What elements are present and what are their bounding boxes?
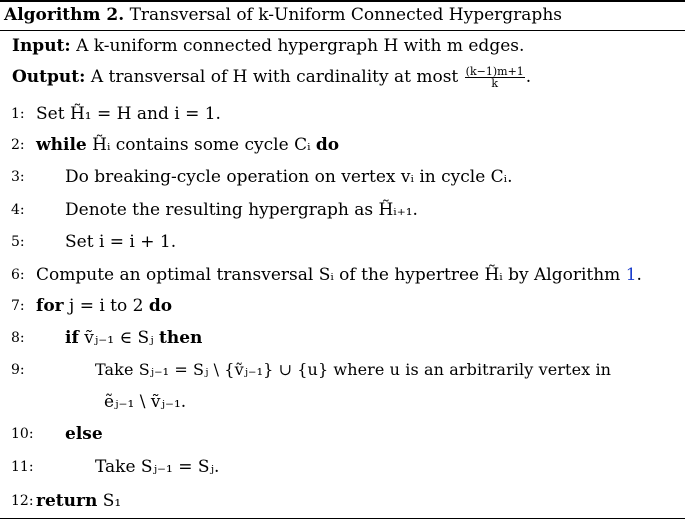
line-text: ṽⱼ₋₁ ∈ Sⱼ — [84, 328, 154, 348]
keyword-while: while — [36, 135, 87, 155]
line-text: Take Sⱼ₋₁ = Sⱼ. — [95, 457, 220, 477]
line-text: S₁ — [102, 491, 122, 511]
output-fraction — [465, 66, 525, 89]
line-text: Set i = i + 1. — [65, 232, 177, 252]
line-number: 5: — [11, 234, 25, 250]
algorithm-caption — [4, 4, 562, 26]
line-number: 6: — [11, 267, 25, 283]
line-number: 1: — [11, 106, 25, 122]
line-number: 10: — [11, 426, 34, 442]
line-text: Take Sⱼ₋₁ = Sⱼ \ {ṽⱼ₋₁} ∪ {u} where u is an arbitrarily vertex in — [95, 360, 612, 379]
fraction-denominator: k — [491, 77, 499, 90]
top-rule — [0, 0, 685, 2]
keyword-for: for — [36, 296, 64, 316]
line-number: 7: — [11, 298, 25, 314]
output-label: Output: — [12, 67, 86, 87]
output-text: A transversal of H with cardinality at most — [90, 67, 459, 87]
line-number: 9: — [11, 362, 25, 378]
keyword-do: do — [148, 296, 173, 316]
caption-rule — [0, 30, 685, 31]
line-text: H̃ᵢ contains some cycle Cᵢ — [92, 135, 311, 155]
line-number: 12: — [11, 493, 34, 509]
line-text: Set H̃₁ = H and i = 1. — [36, 104, 221, 124]
input-text: A k-uniform connected hypergraph H with m edges. — [76, 36, 525, 56]
caption-label: Algorithm 2. — [4, 5, 125, 25]
line-number: 3: — [11, 169, 25, 185]
keyword-else: else — [65, 424, 103, 444]
caption-title: Transversal of k-Uniform Connected Hypergraphs — [129, 5, 562, 25]
line-number: 4: — [11, 202, 25, 218]
bottom-rule — [0, 518, 685, 519]
fraction-numerator: (k−1)m+1 — [465, 65, 524, 78]
line-text: ẽⱼ₋₁ \ ṽⱼ₋₁. — [104, 392, 187, 412]
line-number: 8: — [11, 330, 25, 346]
input-label: Input: — [12, 36, 71, 56]
line-text: Do breaking-cycle operation on vertex vᵢ in cycle Cᵢ. — [65, 167, 513, 187]
algorithm-block: Algorithm 2. Transversal of k-Uniform Connected Hypergraphs Input: A k-uniform connected hypergraph H with m edges. Output: A transversal of H with cardinality at most $\frac{(k-1)m+1}{k}$ . 1: Set H̃₁ = H and i = 1. 2: while H̃ᵢ contains some cycle Cᵢ do 3: Do breaking-cycle operation on vertex vᵢ in cycle Cᵢ. 4: Denote the resulting hypergraph as H̃ᵢ₊₁. 5: Set i = i + 1. 6: Compute an optimal transversal Sᵢ of the hypertree H̃ᵢ by Algorithm 1. 7: for j = i to 2 do 8: if ṽⱼ₋₁ ∈ Sⱼ then 9: Take Sⱼ₋₁ = Sⱼ \ {ṽⱼ₋₁} ∪ {u} where u is an arbitrarily vertex in ẽⱼ₋₁ \ ṽⱼ₋₁. 10: else 11: Take Sⱼ₋₁ = Sⱼ. 12: return S₁ — [0, 0, 685, 522]
line-number: 2: — [11, 137, 25, 153]
algorithm-ref-link[interactable]: 1 — [625, 265, 637, 285]
keyword-if: if — [65, 328, 79, 348]
line-text: Compute an optimal transversal Sᵢ of the hypertree H̃ᵢ by Algorithm — [36, 265, 621, 285]
keyword-then: then — [159, 328, 203, 348]
keyword-return: return — [36, 491, 98, 511]
line-text: Denote the resulting hypergraph as H̃ᵢ₊₁. — [65, 200, 418, 220]
keyword-do: do — [315, 135, 340, 155]
line-text: j = i to 2 — [69, 296, 144, 316]
line-number: 11: — [11, 459, 34, 475]
